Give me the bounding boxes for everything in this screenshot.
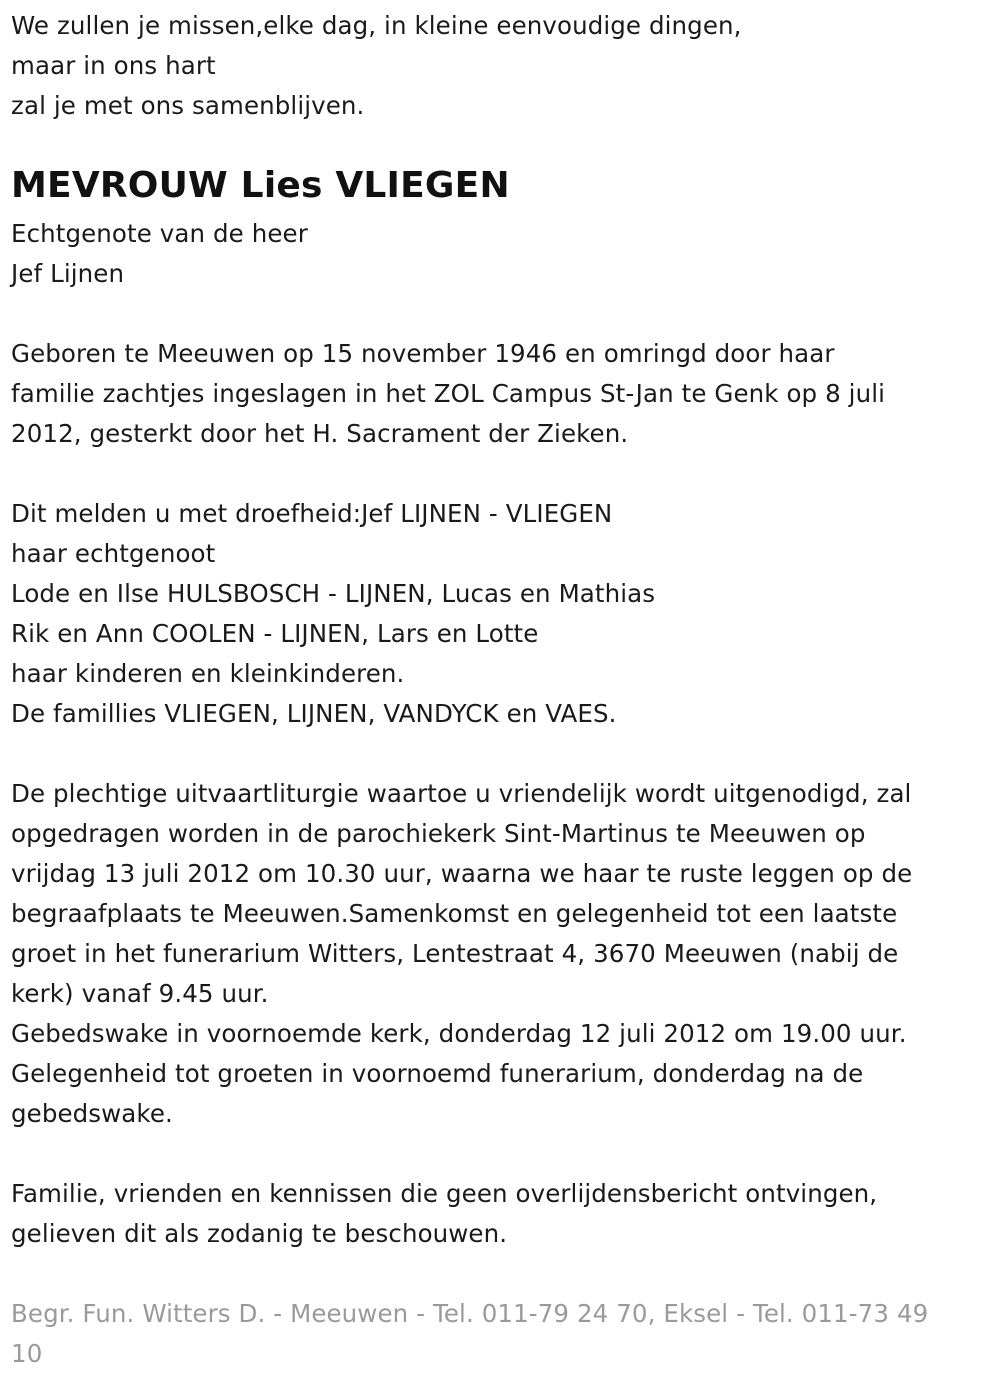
- poem-line: zal je met ons samenblijven.: [11, 91, 365, 120]
- family-line: haar echtgenoot: [11, 539, 216, 568]
- paragraph-line: gebedswake.: [11, 1099, 173, 1128]
- paragraph-line: Gebedswake in voornoemde kerk, donderdag 12 juli 2012 om 19.00 uur.: [11, 1019, 907, 1048]
- paragraph-line: groet in het funerarium Witters, Lentestraat 4, 3670 Meeuwen (nabij de: [11, 939, 899, 968]
- family-line: haar kinderen en kleinkinderen.: [11, 659, 405, 688]
- family-line: Lode en Ilse HULSBOSCH - LIJNEN, Lucas en Mathias: [11, 579, 656, 608]
- footer-line: Begr. Fun. Witters D. - Meeuwen - Tel. 011-79 24 70, Eksel - Tel. 011-73 49: [11, 1299, 929, 1328]
- paragraph-line: Gelegenheid tot groeten in voornoemd funerarium, donderdag na de: [11, 1059, 864, 1088]
- family-block: [11, 494, 991, 734]
- ceremony-paragraph: [11, 774, 991, 1134]
- paragraph-line: Familie, vrienden en kennissen die geen overlijdensbericht ontvingen,: [11, 1179, 878, 1208]
- funeral-home-footer: [11, 1294, 991, 1374]
- spouse-line: Echtgenote van de heer: [11, 219, 308, 248]
- paragraph-line: opgedragen worden in de parochiekerk Sint-Martinus te Meeuwen op: [11, 819, 866, 848]
- spouse-block: [11, 214, 991, 294]
- family-line: Rik en Ann COOLEN - LIJNEN, Lars en Lotte: [11, 619, 539, 648]
- deceased-name-title: MEVROUW Lies VLIEGEN: [11, 165, 510, 206]
- notice-paragraph: [11, 1174, 991, 1254]
- paragraph-line: vrijdag 13 juli 2012 om 10.30 uur, waarna we haar te ruste leggen op de: [11, 859, 913, 888]
- spouse-line: Jef Lijnen: [11, 259, 125, 288]
- poem-line: maar in ons hart: [11, 51, 216, 80]
- footer-line: 10: [11, 1339, 43, 1368]
- poem-line: We zullen je missen,elke dag, in kleine eenvoudige dingen,: [11, 11, 742, 40]
- birth-death-paragraph: [11, 334, 991, 454]
- paragraph-line: begraafplaats te Meeuwen.Samenkomst en gelegenheid tot een laatste: [11, 899, 898, 928]
- family-line: De famillies VLIEGEN, LIJNEN, VANDYCK en VAES.: [11, 699, 617, 728]
- family-line: Dit melden u met droefheid:Jef LIJNEN - VLIEGEN: [11, 499, 613, 528]
- paragraph-line: familie zachtjes ingeslagen in het ZOL Campus St-Jan te Genk op 8 juli: [11, 379, 886, 408]
- poem-block: [11, 6, 991, 126]
- paragraph-line: 2012, gesterkt door het H. Sacrament der Zieken.: [11, 419, 629, 448]
- paragraph-line: Geboren te Meeuwen op 15 november 1946 en omringd door haar: [11, 339, 835, 368]
- paragraph-line: De plechtige uitvaartliturgie waartoe u vriendelijk wordt uitgenodigd, zal: [11, 779, 912, 808]
- paragraph-line: gelieven dit als zodanig te beschouwen.: [11, 1219, 508, 1248]
- paragraph-line: kerk) vanaf 9.45 uur.: [11, 979, 269, 1008]
